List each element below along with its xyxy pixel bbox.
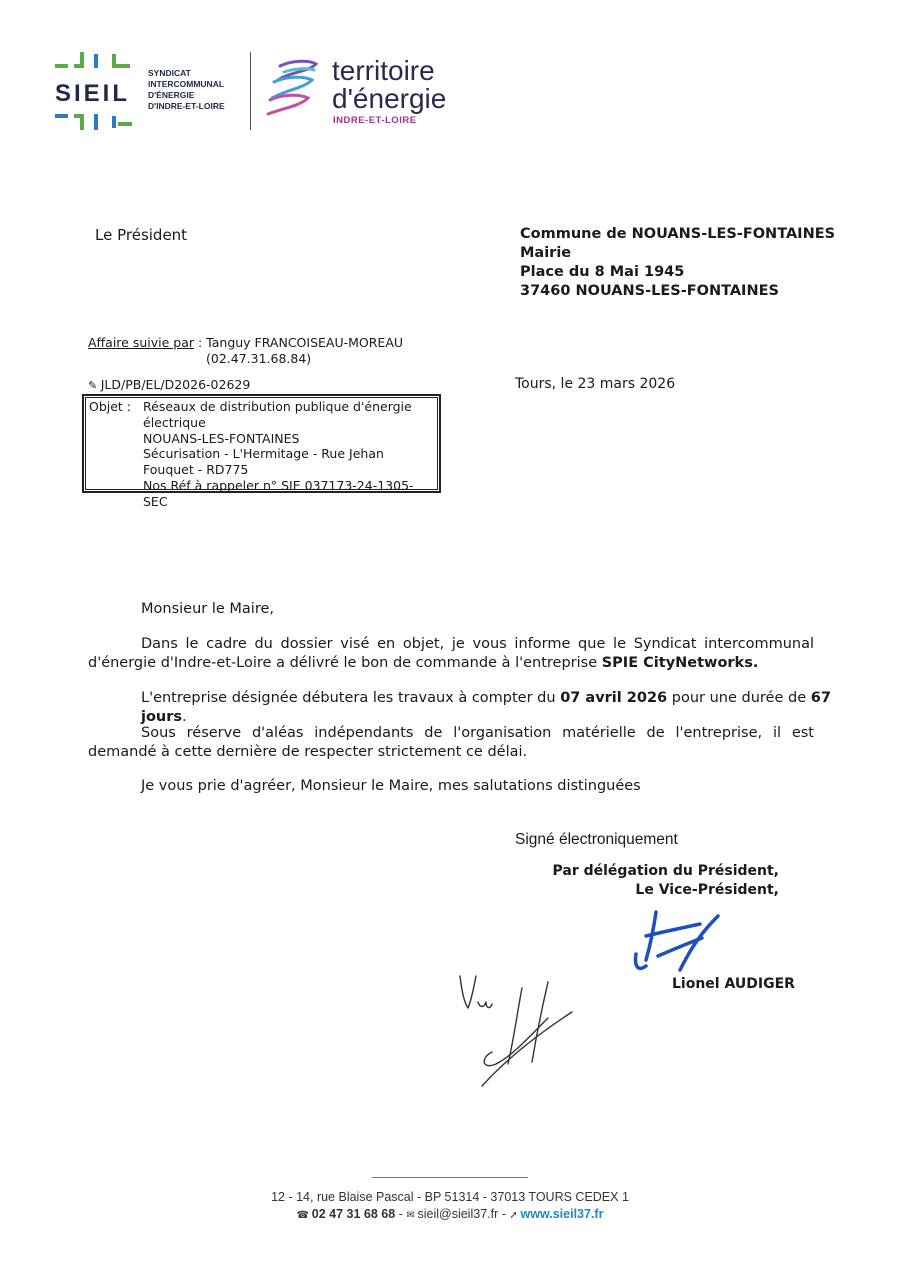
sender-title: Le Président [95, 226, 188, 244]
delegation-text: Par délégation du Président, Le Vice-Président, [552, 863, 779, 898]
object-lines: Réseaux de distribution publique d'énergie électrique NOUANS-LES-FONTAINES Sécurisation - L'Hermitage - Rue Jehan Fouquet - RD775 Nos Réf à rappeler n° SIE 037173-24-1305-SEC [143, 399, 414, 509]
paragraph-2: L'entreprise désignée débutera les travaux à compter du 07 avril 2026 pour une durée de 67 jours. [141, 690, 831, 725]
paragraph-1: Dans le cadre du dossier visé en objet, je vous informe que le Syndicat intercommunal d'énergie d'Indre-et-Loire a délivré le bon de commande à l'entreprise SPIE CityNetworks. [88, 636, 814, 671]
paragraph-3: Sous réserve d'aléas indépendants de l'organisation matérielle de l'entreprise, il est demandé à cette dernière de respecter strictement ce délai. [88, 725, 814, 760]
sieil-full-name: SYNDICAT INTERCOMMUNAL D'ÉNERGIE D'INDRE-ET-LOIRE [148, 68, 225, 111]
reference-line [88, 377, 250, 392]
letter-date: Tours, le 23 mars 2026 [515, 376, 676, 392]
territoire-energie-title: territoire d'énergie [332, 55, 447, 114]
official-signature [628, 906, 728, 978]
logo-divider [250, 52, 251, 130]
sieil-acronym: SIEIL [55, 80, 131, 107]
email-icon: ✉ [406, 1210, 418, 1221]
followup-block: Affaire suivie par : Tanguy FRANCOISEAU-MOREAU (02.47.31.68.84) [88, 335, 404, 366]
reference-number: JLD/PB/EL/D2026-02629 [100, 377, 251, 392]
object-box [82, 394, 441, 509]
footer-contacts: ☎ 02 47 31 68 68 - ✉ sieil@sieil37.fr - ➚ www.sieil37.fr [296, 1207, 604, 1221]
pen-icon: ✎ [88, 379, 101, 392]
followup-name: Tanguy FRANCOISEAU-MOREAU [206, 335, 404, 350]
territoire-energie-logo-mark [262, 58, 324, 116]
paragraph-4: Je vous prie d'agréer, Monsieur le Maire, mes salutations distinguées [141, 778, 641, 794]
territoire-energie-subtitle: INDRE-ET-LOIRE [333, 115, 417, 126]
greeting: Monsieur le Maire, [141, 601, 274, 617]
followup-phone: (02.47.31.68.84) [206, 351, 312, 366]
cursor-icon: ➚ [509, 1210, 521, 1221]
object-label: Objet : [89, 399, 132, 414]
footer-email[interactable]: sieil@sieil37.fr [417, 1207, 499, 1221]
signed-electronically: Signé électroniquement [515, 831, 678, 848]
footer-address: 12 - 14, rue Blaise Pascal - BP 51314 - 37013 TOURS CEDEX 1 [271, 1190, 629, 1204]
followup-label: Affaire suivie par [88, 335, 194, 350]
footer-phone: 02 47 31 68 68 [311, 1207, 396, 1221]
footer-website[interactable]: www.sieil37.fr [520, 1207, 604, 1221]
recipient-address: Commune de NOUANS-LES-FONTAINES Mairie Place du 8 Mai 1945 37460 NOUANS-LES-FONTAINES [520, 226, 836, 299]
footer-divider [372, 1177, 528, 1178]
phone-icon: ☎ [296, 1210, 312, 1221]
handwritten-visa [452, 968, 582, 1090]
signer-name: Lionel AUDIGER [672, 976, 795, 992]
